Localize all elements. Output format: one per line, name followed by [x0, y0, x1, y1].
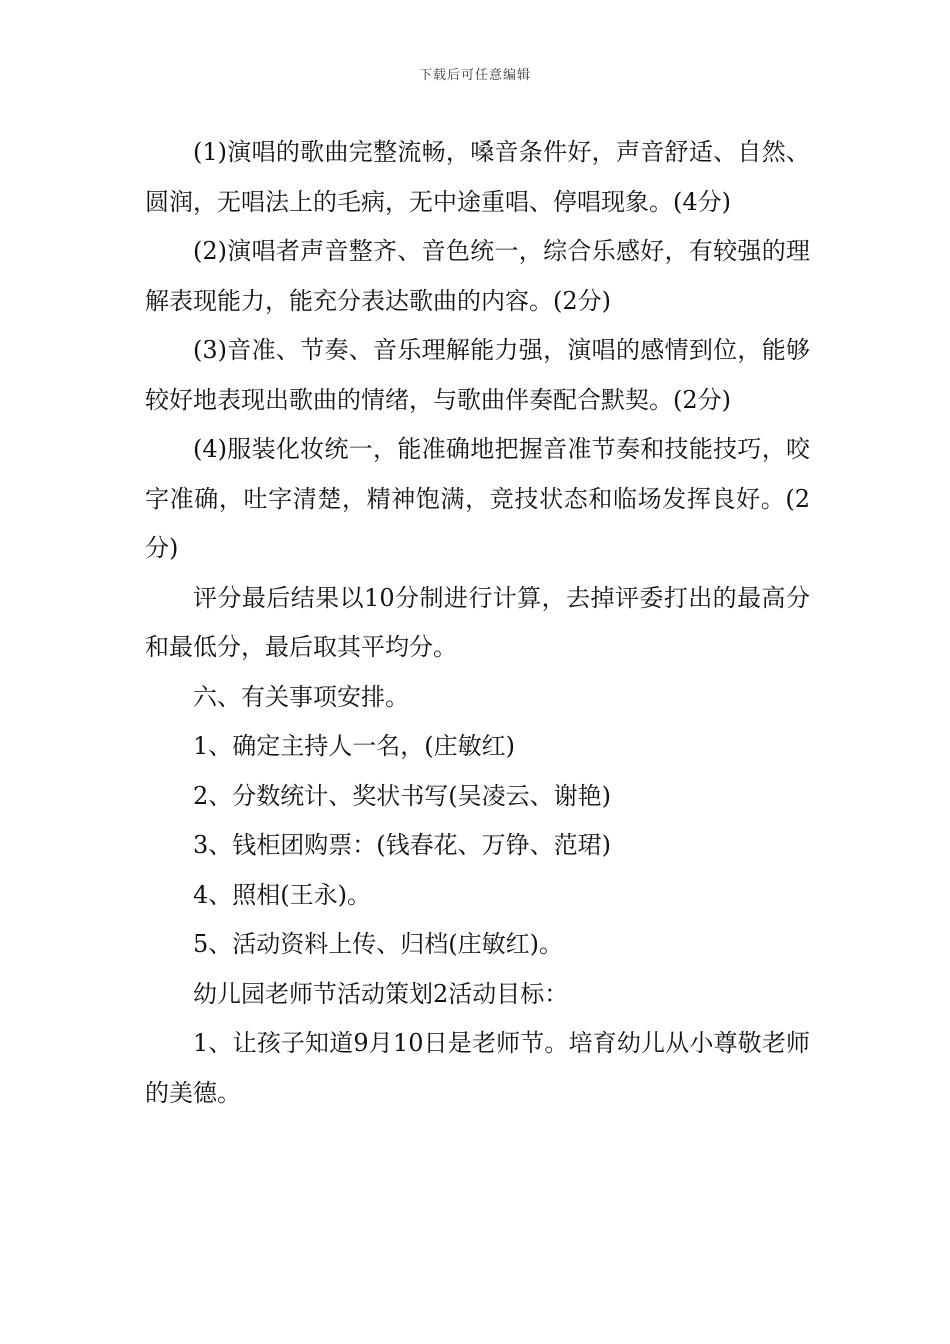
list-item-photography: 4、照相(王永)。 [193, 880, 371, 909]
page-header: 下载后可任意编辑 [418, 68, 531, 83]
paragraph-scoring-criterion-4: (4)服装化妆统一，能准确地把握音准节奏和技能技巧，咬字准确，吐字清楚，精神饱满，竞技状态和临场发挥良好。(2分) [145, 435, 810, 562]
section-heading-plan-2: 幼儿园老师节活动策划2活动目标： [193, 979, 569, 1008]
paragraph-scoring-method: 评分最后结果以10分制进行计算，去掉评委打出的最高分和最低分，最后取其平均分。 [145, 583, 810, 661]
paragraph-goal-1: 1、让孩子知道9月10日是老师节。培育幼儿从小尊敬老师的美德。 [145, 1029, 810, 1107]
document-body [145, 128, 810, 1118]
list-item-score-statistics: 2、分数统计、奖状书写(吴凌云、谢艳) [193, 781, 611, 810]
paragraph-scoring-criterion-3: (3)音准、节奏、音乐理解能力强，演唱的感情到位，能够较好地表现出歌曲的情绪，与歌曲伴奏配合默契。(2分) [145, 336, 810, 414]
list-item-tickets: 3、钱柜团购票：(钱春花、万铮、范珺) [193, 831, 611, 859]
section-heading-arrangements: 六、有关事项安排。 [193, 682, 409, 711]
list-item-archive: 5、活动资料上传、归档(庄敏红)。 [193, 930, 563, 958]
paragraph-scoring-criterion-2: (2)演唱者声音整齐、音色统一，综合乐感好，有较强的理解表现能力，能充分表达歌曲的内容。(2分) [145, 237, 810, 315]
list-item-host: 1、确定主持人一名，(庄敏红) [193, 732, 515, 760]
paragraph-scoring-criterion-1: (1)演唱的歌曲完整流畅，嗓音条件好，声音舒适、自然、圆润，无唱法上的毛病，无中途重唱、停唱现象。(4分) [145, 138, 810, 216]
